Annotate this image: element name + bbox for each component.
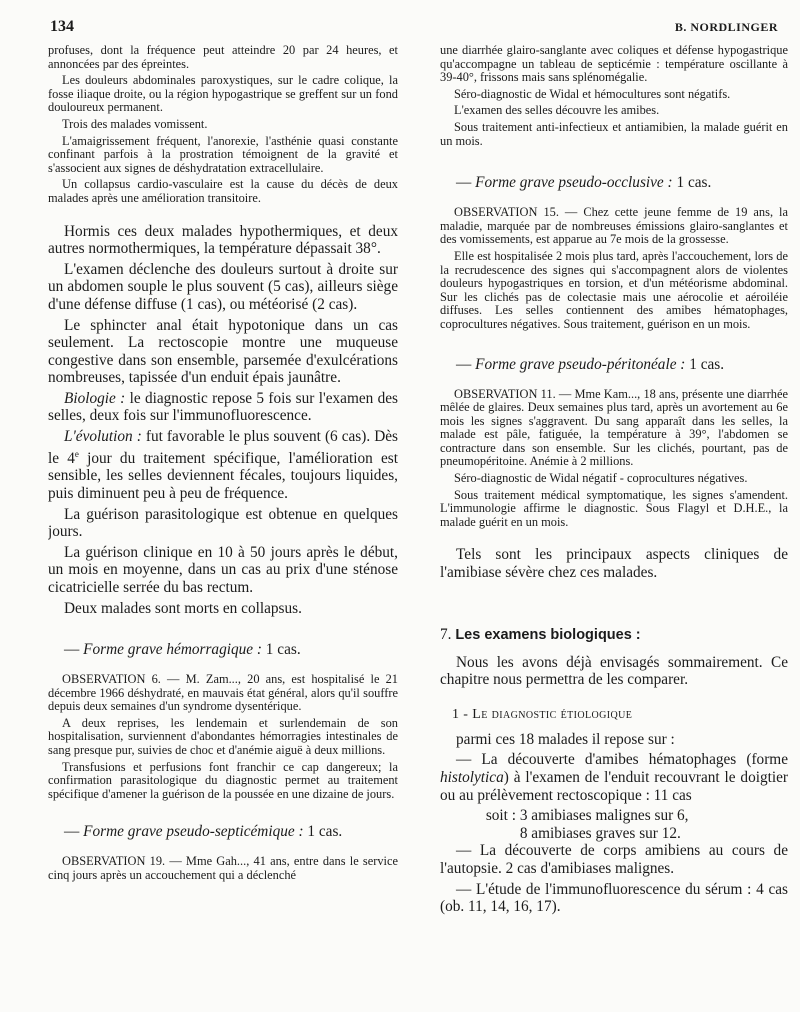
paragraph: Le sphincter anal était hypotonique dans un cas seulement. La rectoscopie montre une muqueuse congestive dans son ensemble, parsemée d'exulcérations nombreuses, tapissée d'un enduit épais jaunâtre. (48, 316, 398, 387)
text: ) à l'examen de l'enduit recouvrant le doigtier ou au prélèvement rectoscopique : 11 cas (440, 769, 788, 804)
text: — La découverte d'amibes hématophages (forme (456, 751, 788, 769)
biologie-text: le diagnostic repose 5 fois sur l'examen des selles, deux fois sur l'immunofluorescence. (48, 389, 398, 425)
superscript: e (74, 448, 79, 459)
observation-6: OBSERVATION 6. — M. Zam..., 20 ans, est hospitalisé le 21 décembre 1966 déshydraté, en mauvais état général, alors qu'il souffre depuis deux semaines d'un syndrome dysentérique. (48, 672, 398, 714)
list-item: — L'étude de l'immunofluorescence du sérum : 4 cas (ob. 11, 14, 16, 17). (440, 880, 788, 916)
paragraph: profuses, dont la fréquence peut atteindre 20 par 24 heures, et annoncées par des épreintes. (48, 44, 398, 71)
paragraph: L'examen des selles découvre les amibes. (454, 103, 660, 118)
tally-text: 3 amibiases malignes sur 6, (519, 807, 689, 825)
left-column (48, 44, 398, 1004)
paragraph: Les douleurs abdominales paroxystiques, sur le cadre colique, la fosse iliaque droite, ou la région hypogastrique se greffent sur un fond douloureux permanent. (48, 73, 398, 115)
evolution-label: L'évolution : (64, 428, 142, 446)
dash: — (456, 355, 476, 373)
section-heading-pseudo-peritoneale (440, 356, 788, 374)
paragraph: Séro-diagnostic de Widal et hémocultures sont négatifs. (454, 86, 731, 101)
subsection-heading: 1 - Le diagnostic étiologique (452, 706, 633, 722)
paragraph: Sous traitement anti-infectieux et antiamibien, la malade guérit en un mois. (440, 119, 788, 148)
paragraph: Nous les avons déjà envisagés sommairement. Ce chapitre nous permettra de les comparer. (440, 653, 788, 689)
section-title: Forme grave pseudo-occlusive : (475, 174, 673, 192)
tally-text: 8 amibiases graves sur 12. (519, 824, 681, 842)
paragraph: Un collapsus cardio-vasculaire est la cause du décès de deux malades après une amélioration transitoire. (48, 177, 398, 205)
paragraph: La guérison parasitologique est obtenue en quelques jours. (48, 505, 398, 541)
paragraph: Hormis ces deux malades hypothermiques, et deux autres normothermiques, la température dépassait 38°. (48, 222, 398, 258)
observation-19: OBSERVATION 19. — Mme Gah..., 41 ans, entre dans le service cinq jours après un accouchement qui a déclenché (48, 854, 398, 883)
page-number: 134 (50, 18, 74, 35)
running-header-author: B. NORDLINGER (674, 20, 778, 34)
biologie-label: Biologie : (64, 389, 126, 407)
section-count: 1 cas. (672, 174, 712, 192)
paragraph: une diarrhée glairo-sanglante avec coliques et défense hypogastrique qu'accompagne un tableau de septicémie : température oscillante à 39-40°, frissons mais sans splénomégalie. (440, 44, 788, 85)
biologie-paragraph (48, 390, 398, 425)
tally-row (440, 807, 788, 825)
observation-15: OBSERVATION 15. — Chez cette jeune femme de 19 ans, la maladie, marquée par de nombreuses émissions glairo-sanglantes et des vomissements, est apparue au 7e mois de la grossesse. (440, 205, 788, 247)
italic-term: histolytica (440, 769, 504, 786)
section-heading-pseudo-septicemique (48, 823, 398, 841)
observation-11: OBSERVATION 11. — Mme Kam..., 18 ans, présente une diarrhée mêlée de glaires. Deux semaines plus tard, après un avortement au 6e mois les signes s'aggravent. Du sang apparaît dans les selles, la malade est pâle, fatiguée, la température à 39°, l'abdomen se contracture dans son ensemble. Sur les clichés, pourtant, pas de pneumopéritoine. Anémie à 2 millions. (440, 386, 788, 469)
section-title: Forme grave pseudo-péritonéale : (475, 355, 686, 373)
paragraph: Transfusions et perfusions font franchir ce cap dangereux; la confirmation parasitologique du diagnostic permet au traitement spécifique d'amener la guérison de la poussée en une dizaine de jours. (48, 759, 398, 801)
evolution-paragraph (48, 428, 398, 502)
dash: — (64, 823, 84, 841)
paragraph: Trois des malades vomissent. (62, 116, 208, 131)
paragraph: Séro-diagnostic de Widal négatif - coprocultures négatives. (454, 471, 748, 486)
paragraph: Sous traitement médical symptomatique, les signes s'amendent. L'immunologie affirme le diagnostic. Sous Flagyl et D.H.E., la malade guérit en un mois. (440, 487, 788, 529)
section-heading-pseudo-occlusive (440, 174, 788, 192)
paragraph: A deux reprises, les lendemain et surlendemain de son hospitalisation, surviennent d'abondantes hémorragies intestinales de sang presque pur, suivies de choc et d'anémie aiguë à deux millions. (48, 715, 398, 758)
paragraph: La guérison clinique en 10 à 50 jours après le début, un mois en moyenne, dans un cas au prix d'une sténose cicatricielle serrée du bas rectum. (48, 543, 398, 596)
section-title: Forme grave hémorragique : (83, 641, 262, 659)
paragraph: parmi ces 18 malades il repose sur : (456, 730, 675, 748)
section-number: 7. (440, 625, 452, 643)
tally-row (440, 825, 788, 843)
section-heading-hemorragique (48, 641, 398, 659)
section-title: Les examens biologiques : (455, 626, 641, 643)
list-item (440, 751, 788, 804)
section-count: 1 cas. (261, 641, 301, 659)
summary-paragraph: Tels sont les principaux aspects cliniques de l'amibiase sévère chez ces malades. (440, 546, 788, 582)
paragraph: Deux malades sont morts en collapsus. (64, 599, 302, 617)
evolution-text: jour du traitement spécifique, l'amélioration est sensible, les selles deviennent fécales, toujours liquides, puis diminuent peu à peu de fréquence. (48, 449, 398, 502)
paragraph: Elle est hospitalisée 2 mois plus tard, après l'accouchement, lors de la recrudescence des signes qui s'accompagnent alors de violentes douleurs hypogastriques en torsion, et d'un météorisme abdominal. Sur les clichés pas de colectasie mais une aérocolie et aéroiléie diffuses. Les selles contiennent des amibes hématophages, coprocultures négatives. Sous traitement, guérison en un mois. (440, 248, 788, 331)
list-item: — La découverte de corps amibiens au cours de l'autopsie. 2 cas d'amibiases malignes. (440, 842, 788, 877)
right-column (440, 44, 788, 1004)
paragraph: L'examen déclenche des douleurs surtout à droite sur un abdomen souple le plus souvent (5 cas), ailleurs siège d'une défense diffuse (1 cas), ou météorisé (2 cas). (48, 260, 398, 313)
dash: — (64, 641, 84, 659)
section-title: Forme grave pseudo-septicémique : (83, 823, 304, 841)
section-7-heading (440, 626, 788, 644)
paragraph: L'amaigrissement fréquent, l'anorexie, l'asthénie quasi constante confinant parfois à la prostration témoignent de la gravité et s'associent aux signes de déshydratation extracellulaire. (48, 133, 398, 175)
section-count: 1 cas. (685, 355, 725, 373)
tally-label: soit : (485, 807, 516, 825)
section-count: 1 cas. (303, 823, 343, 841)
evolution-text: fut favorable le plus souvent (6 cas). Dès le 4 (48, 428, 398, 467)
dash: — (456, 174, 476, 192)
